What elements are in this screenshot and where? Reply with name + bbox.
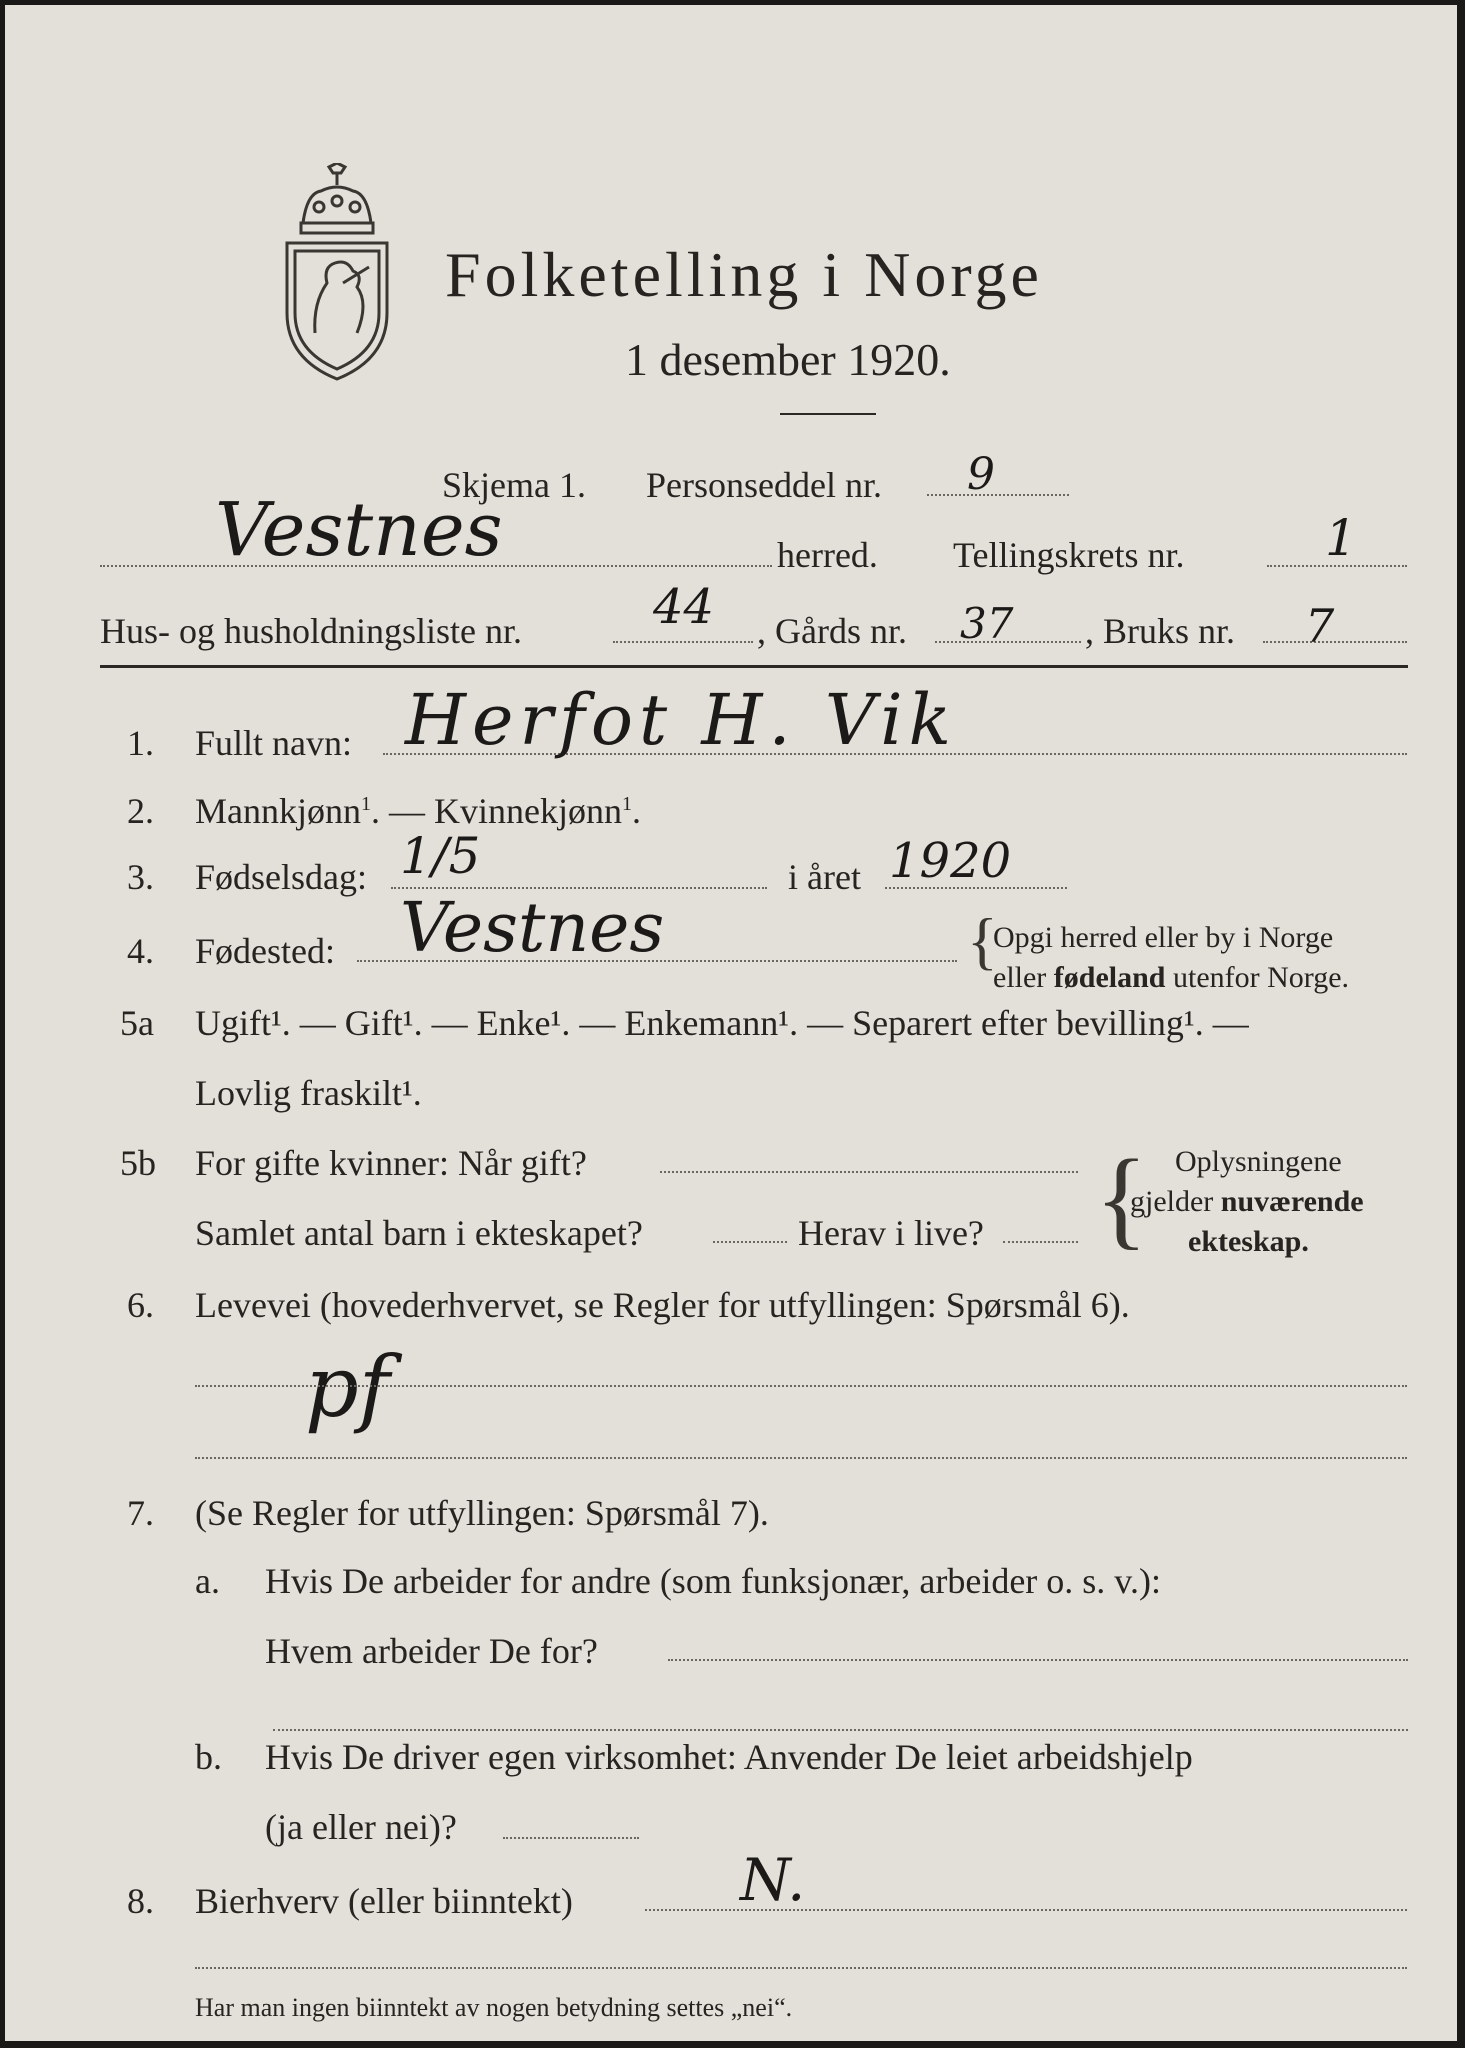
marriage-note-line-3: ekteskap.: [1188, 1225, 1309, 1258]
marriage-note-line-2: gjelder nuværende: [1130, 1185, 1364, 1218]
q8-number: 8.: [127, 1881, 154, 1921]
hired-help-field[interactable]: [503, 1837, 639, 1839]
birthplace-note-line-2: eller fødeland utenfor Norge.: [993, 961, 1350, 994]
side-income-field-line-2[interactable]: [195, 1967, 1407, 1969]
q7b-letter: b.: [195, 1737, 222, 1777]
gards-label: , Gårds nr.: [757, 611, 907, 651]
coat-of-arms-icon: [273, 163, 401, 385]
herred-value: Vestnes: [215, 487, 503, 573]
employer-field-line-2[interactable]: [273, 1729, 1408, 1731]
herred-label: herred.: [777, 535, 878, 575]
q3-label: Fødselsdag:: [195, 857, 368, 897]
occupation-field-line-1[interactable]: [195, 1385, 1407, 1387]
gender-male-option[interactable]: Mannkjønn: [195, 791, 361, 831]
q7a-letter: a.: [195, 1561, 220, 1601]
census-date: 1 desember 1920.: [625, 334, 951, 385]
q3-number: 3.: [127, 857, 154, 897]
header-rule: [100, 665, 1408, 668]
occupation-value: pf: [305, 1338, 390, 1436]
q6-label: Levevei (hovederhvervet, se Regler for utfyllingen: Spørsmål 6).: [195, 1285, 1130, 1325]
birthplace-note-line-1: Opgi herred eller by i Norge: [993, 921, 1334, 954]
employer-field[interactable]: [668, 1659, 1408, 1661]
tellingskrets-value: 1: [1325, 509, 1357, 567]
form-title: Folketelling i Norge: [445, 239, 1043, 310]
q7a-line-2: Hvem arbeider De for?: [265, 1631, 598, 1671]
gards-value: 37: [960, 599, 1014, 648]
bruks-field[interactable]: [1263, 641, 1407, 643]
children-total-label: Samlet antal barn i ekteskapet?: [195, 1213, 643, 1253]
q7b-line-1: Hvis De driver egen virksomhet: Anvender De leiet arbeidshjelp: [265, 1737, 1193, 1777]
birth-year-value: 1920: [889, 833, 1012, 889]
birthplace-value: Vestnes: [400, 889, 665, 968]
q5a-number: 5a: [120, 1003, 154, 1043]
q1-number: 1.: [127, 723, 154, 763]
footer-note: Har man ingen biinntekt av nogen betydning settes „nei“.: [195, 1993, 793, 2022]
marital-status-options-line-2[interactable]: Lovlig fraskilt¹.: [195, 1073, 422, 1113]
married-when-label: For gifte kvinner: Når gift?: [195, 1143, 587, 1183]
occupation-field-line-2[interactable]: [195, 1457, 1407, 1459]
children-total-field[interactable]: [713, 1241, 787, 1243]
q7-number: 7.: [127, 1493, 154, 1533]
q8-label: Bierhverv (eller biinntekt): [195, 1881, 573, 1921]
q1-label: Fullt navn:: [195, 723, 353, 763]
full-name-value: Herfot H. Vik: [405, 679, 958, 761]
q7-label: (Se Regler for utfyllingen: Spørsmål 7).: [195, 1493, 769, 1533]
hus-label: Hus- og husholdningsliste nr.: [100, 611, 523, 651]
census-form-page: [5, 5, 1457, 2041]
q7a-line-1: Hvis De arbeider for andre (som funksjonær, arbeider o. s. v.):: [265, 1561, 1161, 1601]
birth-year-label: i året: [788, 857, 861, 897]
skjema-label: Skjema 1.: [442, 465, 586, 505]
q4-number: 4.: [127, 931, 154, 971]
hus-field[interactable]: [613, 641, 753, 643]
q4-label: Fødested:: [195, 931, 335, 971]
gender-options: Mannkjønn$^1$. — Kvinnekjønn$^1$.: [195, 791, 641, 831]
q7b-line-2: (ja eller nei)?: [265, 1807, 457, 1847]
herred-field[interactable]: [100, 565, 772, 567]
tellingskrets-label: Tellingskrets nr.: [953, 535, 1185, 575]
bruks-label: , Bruks nr.: [1085, 611, 1236, 651]
children-alive-label: Herav i live?: [798, 1213, 984, 1253]
q2-number: 2.: [127, 791, 154, 831]
hus-value: 44: [653, 579, 715, 635]
gender-female-option[interactable]: . — Kvinnekjønn: [371, 791, 622, 831]
q6-number: 6.: [127, 1285, 154, 1325]
marriage-note-line-1: Oplysningene: [1175, 1145, 1342, 1178]
personseddel-field[interactable]: [927, 494, 1069, 496]
marital-status-options[interactable]: Ugift¹. — Gift¹. — Enke¹. — Enkemann¹. — Separert efter bevilling¹. —: [195, 1003, 1249, 1043]
q5b-number: 5b: [120, 1143, 156, 1183]
title-divider: [780, 413, 876, 415]
children-alive-field[interactable]: [1003, 1241, 1078, 1243]
married-when-field[interactable]: [660, 1171, 1078, 1173]
birthplace-note-brace: {: [967, 905, 998, 976]
personseddel-label: Personseddel nr.: [646, 465, 882, 505]
side-income-value: N.: [740, 1846, 806, 1914]
bruks-value: 7: [1305, 599, 1335, 653]
marriage-note-brace: {: [1095, 1137, 1148, 1259]
birthday-value: 1/5: [400, 827, 481, 885]
personseddel-value: 9: [967, 449, 995, 500]
